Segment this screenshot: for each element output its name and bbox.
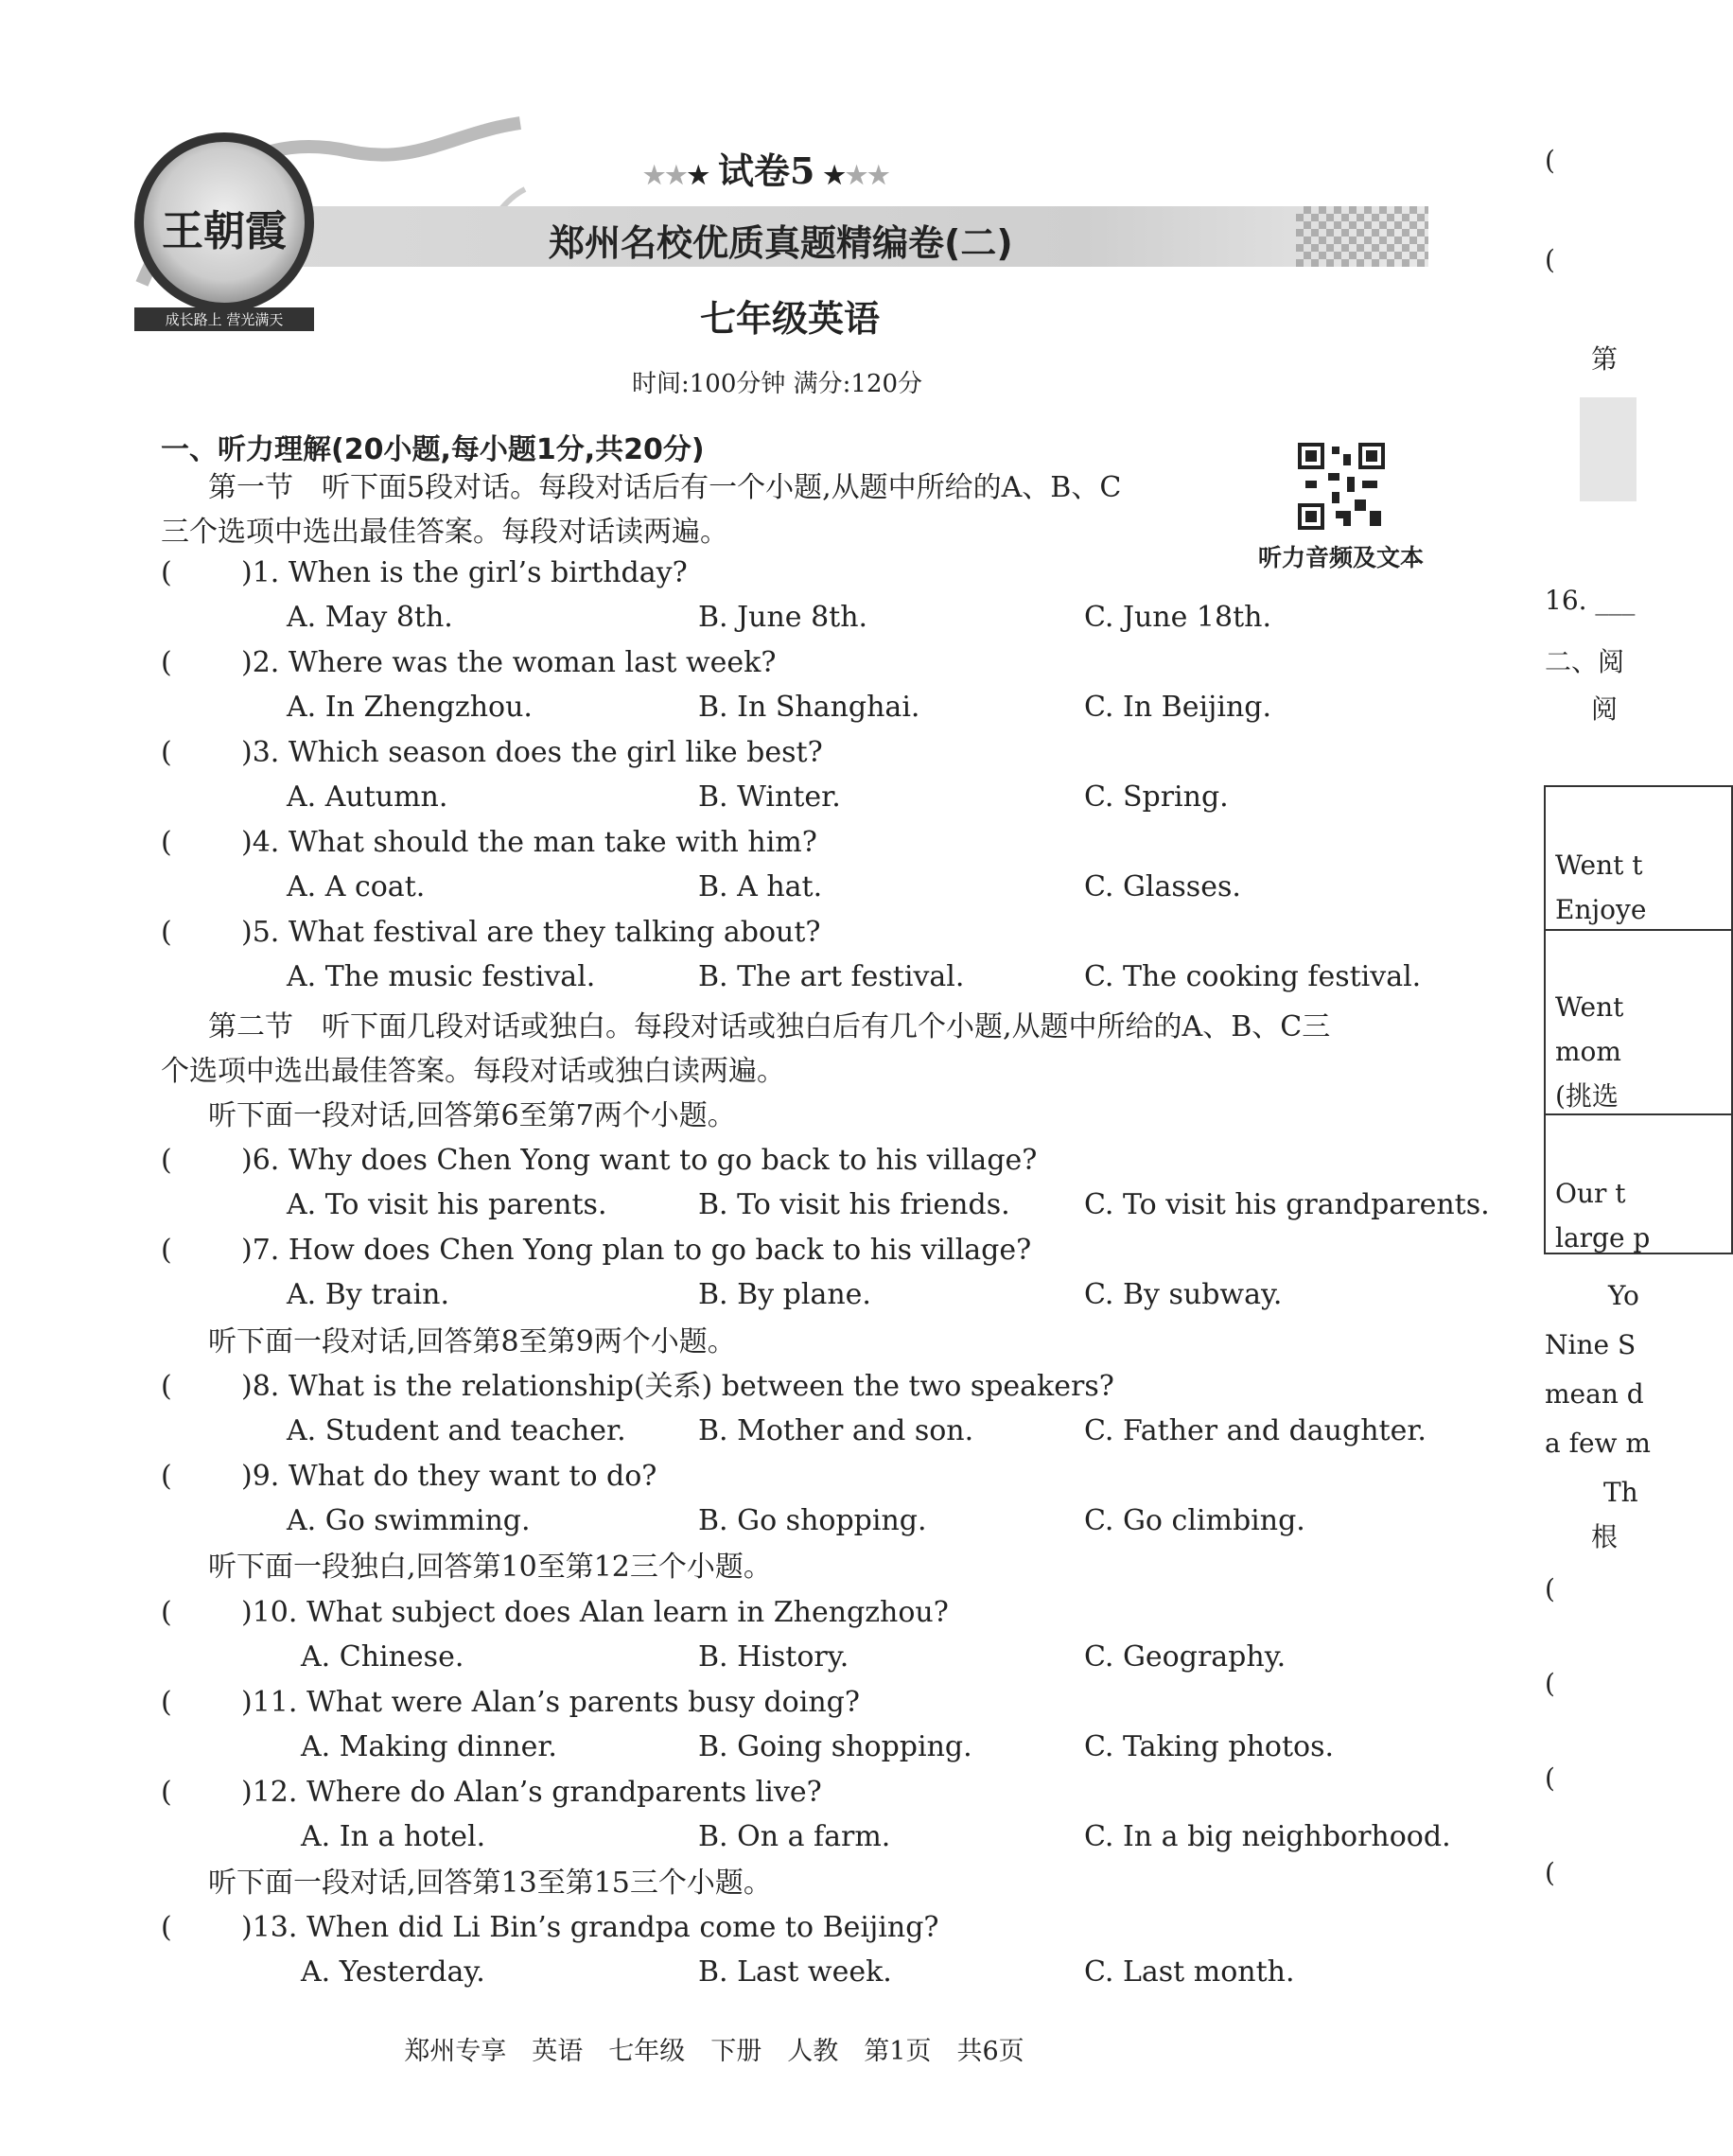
- option-b: B. Winter.: [698, 780, 841, 814]
- paper-number: ★★★ 试卷5 ★★★: [643, 149, 890, 192]
- option-b: B. To visit his friends.: [698, 1188, 1010, 1221]
- part2-intro-cont: 个选项中选出最佳答案。每段对话或独白读两遍。: [161, 1055, 785, 1088]
- next-column-text: (: [1545, 1762, 1555, 1794]
- sub-instruction: 听下面一段对话,回答第6至第7两个小题。: [208, 1099, 736, 1132]
- sub-instruction: 听下面一段独白,回答第10至第12三个小题。: [208, 1551, 772, 1584]
- subject-title: 七年级英语: [700, 298, 881, 340]
- option-c: C. Geography.: [1084, 1640, 1287, 1674]
- next-column-text: Yo: [1608, 1280, 1639, 1311]
- answer-blank[interactable]: (: [161, 556, 172, 589]
- next-column-text: (: [1545, 1668, 1555, 1699]
- part1-intro-cont: 三个选项中选出最佳答案。每段对话读两遍。: [161, 516, 728, 549]
- question-stem: )4. What should the man take with him?: [241, 826, 817, 859]
- next-column-text: Th: [1603, 1477, 1638, 1508]
- option-b: B. A hat.: [698, 870, 823, 903]
- time-info: 时间:100分钟 满分:120分: [632, 370, 923, 398]
- next-column-text: mom: [1555, 1036, 1621, 1067]
- question-stem: )12. Where do Alan’s grandparents live?: [241, 1776, 822, 1809]
- next-column-text: 第: [1591, 343, 1619, 375]
- question-stem: )8. What is the relationship(关系) between the two speakers?: [241, 1370, 1114, 1403]
- section-title: 一、听力理解(20小题,每小题1分,共20分): [161, 433, 705, 466]
- answer-blank[interactable]: (: [161, 1144, 172, 1177]
- answer-blank[interactable]: (: [161, 826, 172, 859]
- star-icon: ★: [687, 162, 718, 190]
- option-c: C. In a big neighborhood.: [1084, 1820, 1451, 1853]
- sub-instruction: 听下面一段对话,回答第8至第9两个小题。: [208, 1325, 736, 1358]
- question-stem: )10. What subject does Alan learn in Zhengzhou?: [241, 1596, 949, 1629]
- answer-blank[interactable]: (: [161, 736, 172, 769]
- answer-blank[interactable]: (: [161, 1596, 172, 1629]
- option-a: A. Student and teacher.: [287, 1414, 626, 1447]
- brand-logo: [134, 132, 314, 328]
- next-column-text: Went: [1555, 991, 1624, 1023]
- question-stem: )5. What festival are they talking about?: [241, 916, 821, 949]
- brand-name: 王朝霞: [162, 207, 287, 255]
- answer-blank[interactable]: (: [161, 1776, 172, 1809]
- image-thumbnail: [1580, 397, 1637, 501]
- sub-instruction: 听下面一段对话,回答第13至第15三个小题。: [208, 1867, 772, 1900]
- option-c: C. Last month.: [1084, 1955, 1295, 1989]
- next-column-text: a few m: [1545, 1428, 1651, 1459]
- option-a: A. Chinese.: [301, 1640, 464, 1674]
- answer-blank[interactable]: (: [161, 916, 172, 949]
- option-a: A. A coat.: [287, 870, 426, 903]
- option-a: A. May 8th.: [287, 601, 453, 634]
- page-footer: 郑州专享 英语 七年级 下册 人教 第1页 共6页: [404, 2037, 1024, 2066]
- qr-label: 听力音频及文本: [1258, 544, 1425, 571]
- option-b: B. Going shopping.: [698, 1730, 972, 1763]
- next-column-text: 阅: [1591, 693, 1619, 725]
- option-b: B. June 8th.: [698, 601, 868, 634]
- option-b: B. In Shanghai.: [698, 691, 920, 724]
- question-stem: )11. What were Alan’s parents busy doing?: [241, 1686, 860, 1719]
- next-column-text: (: [1545, 244, 1555, 275]
- answer-blank[interactable]: (: [161, 1460, 172, 1493]
- answer-blank[interactable]: (: [161, 1370, 172, 1403]
- option-b: B. History.: [698, 1640, 849, 1674]
- series-title: 郑州名校优质真题精编卷(二): [549, 222, 1013, 264]
- option-a: A. Making dinner.: [301, 1730, 557, 1763]
- next-column-text: large p: [1555, 1222, 1651, 1253]
- option-a: A. By train.: [287, 1278, 450, 1311]
- option-c: C. June 18th.: [1084, 601, 1272, 634]
- next-column-text: Nine S: [1545, 1329, 1637, 1360]
- answer-blank[interactable]: (: [161, 1686, 172, 1719]
- answer-blank[interactable]: (: [161, 1911, 172, 1944]
- option-c: C. Taking photos.: [1084, 1730, 1334, 1763]
- option-a: A. To visit his parents.: [287, 1188, 607, 1221]
- checker-pattern: [1296, 206, 1428, 267]
- question-stem: )13. When did Li Bin’s grandpa come to Beijing?: [241, 1911, 939, 1944]
- option-b: B. The art festival.: [698, 960, 965, 993]
- next-column-text: (: [1545, 1857, 1555, 1888]
- star-icon: ★★: [845, 162, 890, 190]
- option-c: C. Spring.: [1084, 780, 1229, 814]
- next-column-text: Enjoye: [1555, 894, 1647, 925]
- option-b: B. Mother and son.: [698, 1414, 974, 1447]
- next-column-text: (挑选: [1555, 1080, 1619, 1112]
- option-c: C. Glasses.: [1084, 870, 1241, 903]
- option-a: A. Yesterday.: [301, 1955, 485, 1989]
- next-column-text: Went t: [1555, 850, 1643, 881]
- answer-blank[interactable]: (: [161, 646, 172, 679]
- option-b: B. Last week.: [698, 1955, 892, 1989]
- option-a: A. Autumn.: [287, 780, 448, 814]
- option-c: C. In Beijing.: [1084, 691, 1272, 724]
- question-stem: )1. When is the girl’s birthday?: [241, 556, 688, 589]
- option-c: C. The cooking festival.: [1084, 960, 1422, 993]
- next-column-text: (: [1545, 145, 1555, 176]
- question-stem: )6. Why does Chen Yong want to go back to his village?: [241, 1144, 1038, 1177]
- option-c: C. By subway.: [1084, 1278, 1283, 1311]
- next-column-text: (: [1545, 1573, 1555, 1604]
- qr-code-icon[interactable]: [1298, 443, 1385, 530]
- option-b: B. By plane.: [698, 1278, 871, 1311]
- question-stem: )7. How does Chen Yong plan to go back to his village?: [241, 1234, 1032, 1267]
- star-icon: ★★: [643, 162, 688, 190]
- option-b: B. On a farm.: [698, 1820, 891, 1853]
- option-c: C. To visit his grandparents.: [1084, 1188, 1490, 1221]
- option-a: A. In Zhengzhou.: [287, 691, 533, 724]
- option-a: A. The music festival.: [287, 960, 596, 993]
- answer-blank[interactable]: (: [161, 1234, 172, 1267]
- question-stem: )2. Where was the woman last week?: [241, 646, 777, 679]
- next-column-text: 根: [1591, 1521, 1619, 1552]
- option-a: A. In a hotel.: [301, 1820, 486, 1853]
- question-stem: )3. Which season does the girl like best?: [241, 736, 823, 769]
- star-icon: ★: [814, 162, 846, 190]
- option-c: C. Go climbing.: [1084, 1504, 1305, 1537]
- next-column-text: 16. ___: [1545, 585, 1636, 616]
- option-a: A. Go swimming.: [287, 1504, 531, 1537]
- question-stem: )9. What do they want to do?: [241, 1460, 657, 1493]
- next-column-text: mean d: [1545, 1378, 1644, 1410]
- brand-slogan: 成长路上 营光满天: [134, 307, 314, 331]
- next-column-text: Our t: [1555, 1178, 1626, 1209]
- part2-intro: 第二节 听下面几段对话或独白。每段对话或独白后有几个小题,从题中所给的A、B、C三: [208, 1010, 1331, 1043]
- next-column-edge: [1514, 0, 1651, 2156]
- part1-intro: 第一节 听下面5段对话。每段对话后有一个小题,从题中所给的A、B、C: [208, 471, 1122, 504]
- next-column-text: 二、阅: [1545, 646, 1625, 677]
- option-c: C. Father and daughter.: [1084, 1414, 1427, 1447]
- option-b: B. Go shopping.: [698, 1504, 927, 1537]
